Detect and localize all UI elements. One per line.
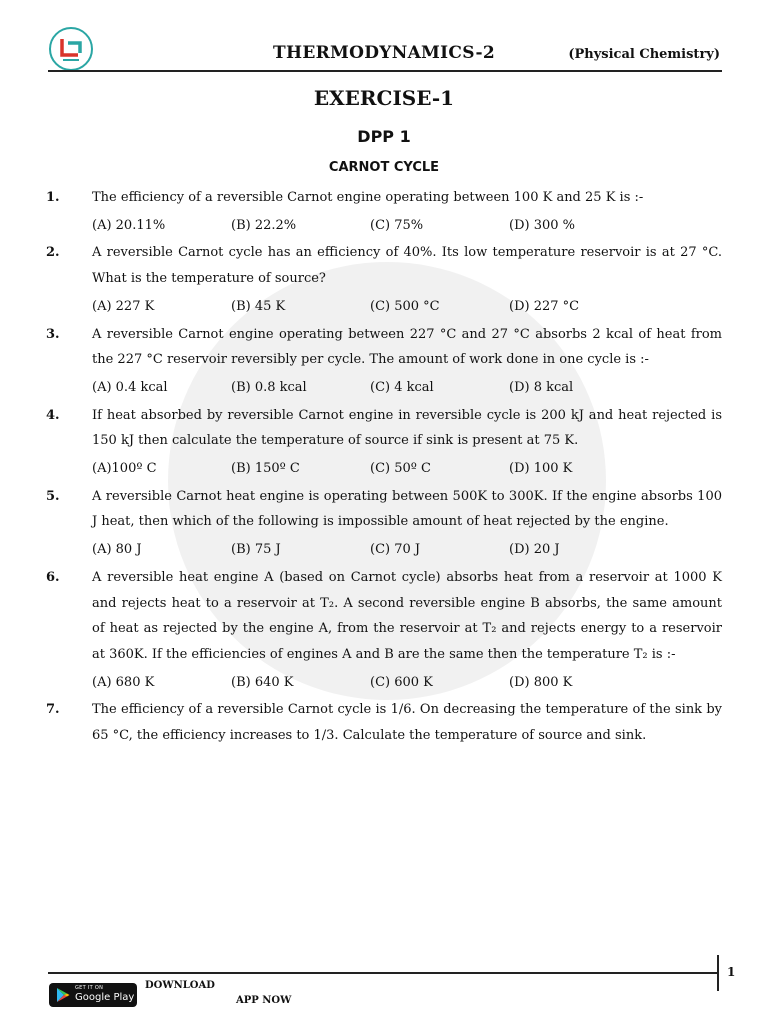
question-number: 4. — [46, 407, 60, 423]
option-row — [92, 375, 722, 401]
download-label: DOWNLOAD — [145, 980, 215, 991]
option-b: (B) 150º C — [231, 461, 300, 477]
play-store-icon — [56, 987, 70, 1003]
option-d: (D) 8 kcal — [509, 379, 574, 395]
question-number: 3. — [46, 326, 60, 342]
option-a: (A) 680 K — [92, 674, 155, 690]
badge-small-text: GET IT ON — [75, 985, 104, 991]
option-d: (D) 227 °C — [509, 298, 580, 314]
option-d: (D) 100 K — [509, 461, 573, 477]
option-a: (A) 0.4 kcal — [92, 379, 168, 395]
option-c: (C) 600 K — [370, 674, 433, 690]
document-title: THERMODYNAMICS-2 — [273, 43, 495, 63]
google-play-badge[interactable] — [49, 983, 137, 1007]
badge-large-text: Google Play — [75, 992, 135, 1003]
question-text: A reversible Carnot heat engine is operating between 500K to 300K. If the engine absorbs 100 J heat, then which of the following is impossible amount of heat rejected by the engine. — [92, 488, 722, 530]
option-b: (B) 22.2% — [231, 217, 297, 233]
option-a: (A)100º C — [92, 461, 157, 477]
option-b: (B) 640 K — [231, 674, 294, 690]
question-item — [46, 484, 722, 563]
subject-label: (Physical Chemistry) — [568, 47, 720, 62]
option-row — [92, 294, 722, 320]
question-text: The efficiency of a reversible Carnot cycle is 1/6. On decreasing the temperature of the sink by 65 °C, the efficiency increases to 1/3. Calculate the temperature of source and sink. — [92, 702, 722, 744]
question-number: 6. — [46, 569, 60, 585]
question-item — [46, 565, 722, 696]
option-a: (A) 227 K — [92, 298, 155, 314]
option-row — [92, 537, 722, 563]
option-b: (B) 75 J — [231, 542, 281, 558]
option-d: (D) 300 % — [509, 217, 575, 233]
option-c: (C) 75% — [370, 217, 424, 233]
option-d: (D) 20 J — [509, 542, 560, 558]
option-b: (B) 45 K — [231, 298, 286, 314]
question-text: A reversible Carnot engine operating between 227 °C and 27 °C absorbs 2 kcal of heat from the 227 °C reservoir reversibly per cycle. The amount of work done in one cycle is :- — [92, 326, 722, 368]
question-text: The efficiency of a reversible Carnot engine operating between 100 K and 25 K is :- — [92, 190, 644, 205]
option-a: (A) 80 J — [92, 542, 142, 558]
question-number: 1. — [46, 190, 60, 205]
question-text: A reversible heat engine A (based on Carnot cycle) absorbs heat from a reservoir at 1000 K and rejects heat to a reservoir at T₂. A second reversible engine B absorbs, the same amount of heat as rejected by the engine A, from the reservoir at T₂ and rejects energy to a reservoir at 360K. If the efficiencies of engines A and B are the same then the temperature T₂ is :- — [92, 569, 722, 662]
option-a: (A) 20.11% — [92, 217, 166, 233]
question-text: A reversible Carnot cycle has an efficiency of 40%. Its low temperature reservoir is at 27 °C. What is the temperature of source? — [92, 245, 722, 287]
question-number: 2. — [46, 245, 60, 261]
option-row — [92, 456, 722, 482]
question-number: 5. — [46, 488, 60, 504]
option-c: (C) 50º C — [370, 461, 431, 477]
question-item — [46, 322, 722, 401]
question-text: If heat absorbed by reversible Carnot engine in reversible cycle is 200 kJ and heat rejected is 150 kJ then calculate the temperature of source if sink is present at 75 K. — [92, 407, 722, 449]
question-number: 7. — [46, 702, 60, 718]
question-item — [46, 697, 722, 748]
option-c: (C) 500 °C — [370, 298, 440, 314]
option-row — [92, 670, 722, 696]
question-item — [46, 403, 722, 482]
topic-heading: CARNOT CYCLE — [328, 160, 440, 175]
option-b: (B) 0.8 kcal — [231, 379, 307, 395]
footer-vertical-bar — [717, 955, 719, 991]
header-divider — [48, 70, 722, 72]
footer-divider — [48, 972, 718, 974]
option-d: (D) 800 K — [509, 674, 573, 690]
page-number: 1 — [727, 965, 736, 979]
question-item — [46, 185, 722, 238]
dpp-label: DPP 1 — [357, 127, 411, 146]
app-now-label: APP NOW — [236, 995, 292, 1006]
question-item — [46, 240, 722, 319]
option-row — [92, 213, 722, 239]
exercise-title: EXERCISE-1 — [313, 86, 455, 110]
option-c: (C) 4 kcal — [370, 379, 434, 395]
question-list — [46, 185, 722, 749]
option-c: (C) 70 J — [370, 542, 421, 558]
